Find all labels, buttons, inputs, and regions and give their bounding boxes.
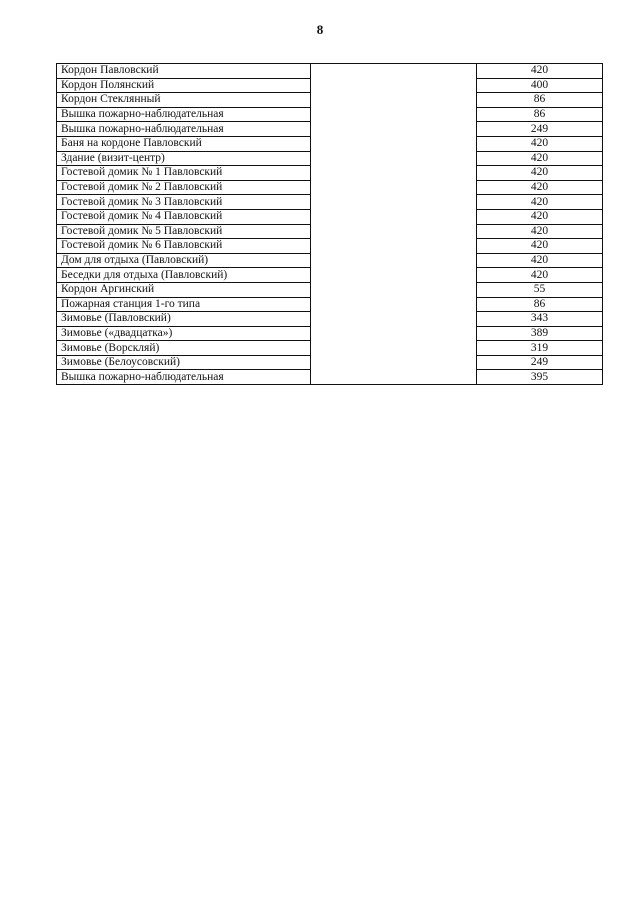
object-name-cell: Зимовье (Павловский) [57, 312, 311, 327]
table-row [57, 239, 603, 254]
object-name-cell: Кордон Павловский [57, 64, 311, 79]
object-name-cell: Гостевой домик № 1 Павловский [57, 166, 311, 181]
table-row [57, 107, 603, 122]
empty-middle-cell [311, 166, 477, 181]
empty-middle-cell [311, 268, 477, 283]
object-name-cell: Гостевой домик № 3 Павловский [57, 195, 311, 210]
table-row [57, 282, 603, 297]
object-name-cell: Зимовье (Ворскляй) [57, 341, 311, 356]
table-row [57, 195, 603, 210]
value-cell: 420 [477, 268, 603, 283]
empty-middle-cell [311, 107, 477, 122]
value-cell: 319 [477, 341, 603, 356]
empty-middle-cell [311, 136, 477, 151]
empty-middle-cell [311, 297, 477, 312]
object-name-cell: Кордон Аргинский [57, 282, 311, 297]
value-cell: 86 [477, 297, 603, 312]
object-name-cell: Зимовье (Белоусовский) [57, 355, 311, 370]
empty-middle-cell [311, 370, 477, 385]
value-cell: 389 [477, 326, 603, 341]
table-row [57, 224, 603, 239]
table-row [57, 297, 603, 312]
value-cell: 55 [477, 282, 603, 297]
table-row [57, 355, 603, 370]
empty-middle-cell [311, 224, 477, 239]
empty-middle-cell [311, 326, 477, 341]
value-cell: 86 [477, 93, 603, 108]
table-row [57, 253, 603, 268]
object-name-cell: Здание (визит-центр) [57, 151, 311, 166]
value-cell: 420 [477, 224, 603, 239]
table-row [57, 326, 603, 341]
table-row [57, 136, 603, 151]
empty-middle-cell [311, 180, 477, 195]
object-name-cell: Пожарная станция 1-го типа [57, 297, 311, 312]
value-cell: 249 [477, 122, 603, 137]
table-row [57, 151, 603, 166]
table-row [57, 370, 603, 385]
value-cell: 420 [477, 180, 603, 195]
empty-middle-cell [311, 78, 477, 93]
table-row [57, 93, 603, 108]
empty-middle-cell [311, 312, 477, 327]
empty-middle-cell [311, 64, 477, 79]
value-cell: 420 [477, 136, 603, 151]
objects-table [56, 63, 603, 385]
object-name-cell: Баня на кордоне Павловский [57, 136, 311, 151]
object-name-cell: Гостевой домик № 4 Павловский [57, 209, 311, 224]
table-row [57, 78, 603, 93]
object-name-cell: Беседки для отдыха (Павловский) [57, 268, 311, 283]
value-cell: 420 [477, 166, 603, 181]
empty-middle-cell [311, 122, 477, 137]
value-cell: 420 [477, 151, 603, 166]
value-cell: 343 [477, 312, 603, 327]
object-name-cell: Гостевой домик № 6 Павловский [57, 239, 311, 254]
table-row [57, 166, 603, 181]
object-name-cell: Вышка пожарно-наблюдательная [57, 107, 311, 122]
value-cell: 420 [477, 209, 603, 224]
value-cell: 249 [477, 355, 603, 370]
empty-middle-cell [311, 195, 477, 210]
table-body [57, 64, 603, 385]
object-name-cell: Вышка пожарно-наблюдательная [57, 122, 311, 137]
table-row [57, 341, 603, 356]
object-name-cell: Зимовье («двадцатка») [57, 326, 311, 341]
value-cell: 420 [477, 64, 603, 79]
object-name-cell: Кордон Полянский [57, 78, 311, 93]
value-cell: 420 [477, 253, 603, 268]
value-cell: 420 [477, 195, 603, 210]
object-name-cell: Гостевой домик № 2 Павловский [57, 180, 311, 195]
table-row [57, 209, 603, 224]
object-name-cell: Вышка пожарно-наблюдательная [57, 370, 311, 385]
page-number: 8 [316, 22, 324, 37]
empty-middle-cell [311, 341, 477, 356]
object-name-cell: Кордон Стеклянный [57, 93, 311, 108]
value-cell: 400 [477, 78, 603, 93]
table-row [57, 122, 603, 137]
empty-middle-cell [311, 253, 477, 268]
table-row [57, 268, 603, 283]
empty-middle-cell [311, 282, 477, 297]
object-name-cell: Гостевой домик № 5 Павловский [57, 224, 311, 239]
table-row [57, 64, 603, 79]
empty-middle-cell [311, 209, 477, 224]
value-cell: 420 [477, 239, 603, 254]
object-name-cell: Дом для отдыха (Павловский) [57, 253, 311, 268]
table-row [57, 180, 603, 195]
value-cell: 395 [477, 370, 603, 385]
empty-middle-cell [311, 239, 477, 254]
table-row [57, 312, 603, 327]
empty-middle-cell [311, 151, 477, 166]
empty-middle-cell [311, 355, 477, 370]
value-cell: 86 [477, 107, 603, 122]
empty-middle-cell [311, 93, 477, 108]
